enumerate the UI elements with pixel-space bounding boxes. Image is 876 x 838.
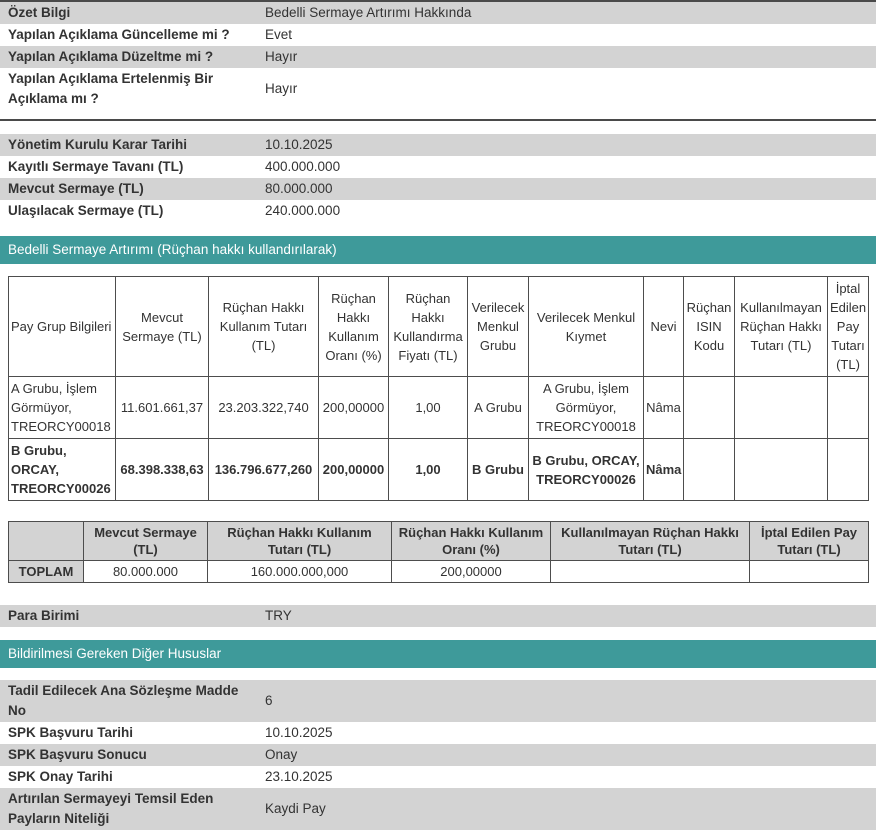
field-value: 80.000.000 [265, 181, 333, 196]
table-cell: 1,00 [389, 439, 468, 501]
field-value: 23.10.2025 [265, 769, 333, 784]
table-cell: 80.000.000 [84, 561, 208, 583]
section-divider [0, 119, 876, 121]
field-value: 400.000.000 [265, 159, 341, 174]
table-header-cell: Mevcut Sermaye (TL) [116, 277, 209, 377]
field-label: Mevcut Sermaye (TL) [8, 181, 144, 196]
field-label: Yapılan Açıklama Güncelleme mi ? [8, 27, 230, 42]
table-header-cell [9, 522, 84, 561]
field-row [0, 24, 876, 46]
section-banner-other-matters: Bildirilmesi Gereken Diğer Hususlar [0, 640, 876, 668]
field-value: Kaydi Pay [265, 801, 326, 816]
field-value: Bedelli Sermaye Artırımı Hakkında [265, 5, 472, 20]
table-cell [750, 561, 869, 583]
field-row [0, 68, 876, 110]
table-cell [735, 439, 828, 501]
table-header-cell: İptal Edilen Pay Tutarı (TL) [750, 522, 869, 561]
table-header-cell: Verilecek Menkul Grubu [468, 277, 529, 377]
table-header-row [9, 522, 869, 561]
table-cell: 200,00000 [319, 439, 389, 501]
table-row [9, 377, 869, 439]
table-cell: 200,00000 [319, 377, 389, 439]
table-cell: A Grubu, İşlem Görmüyor, TREORCY00018 [9, 377, 116, 439]
table-cell: B Grubu, ORCAY, TREORCY00026 [9, 439, 116, 501]
table-cell [684, 377, 735, 439]
field-value: Hayır [265, 49, 298, 64]
table-cell: 1,00 [389, 377, 468, 439]
field-value: TRY [265, 608, 292, 623]
field-row [0, 722, 876, 744]
table-row [9, 561, 869, 583]
table-header-cell: Rüçhan Hakkı Kullanım Tutarı (TL) [209, 277, 319, 377]
table-cell: A Grubu [468, 377, 529, 439]
field-label: Yapılan Açıklama Düzeltme mi ? [8, 49, 214, 64]
field-row [0, 766, 876, 788]
field-row [0, 744, 876, 766]
capital-section [0, 134, 876, 222]
table-header-cell: Rüçhan Hakkı Kullanım Oranı (%) [319, 277, 389, 377]
table-cell [551, 561, 750, 583]
table-header-cell: Verilecek Menkul Kıymet [529, 277, 644, 377]
field-row [0, 156, 876, 178]
field-value: Hayır [265, 81, 298, 96]
field-label: Ulaşılacak Sermaye (TL) [8, 203, 164, 218]
field-value: 10.10.2025 [265, 137, 333, 152]
table-header-cell: Rüçhan ISIN Kodu [684, 277, 735, 377]
section-banner-rights-issue: Bedelli Sermaye Artırımı (Rüçhan hakkı kullandırılarak) [0, 236, 876, 264]
field-value: 10.10.2025 [265, 725, 333, 740]
field-row [0, 46, 876, 68]
field-label: Artırılan Sermayeyi Temsil Eden Payların Niteliği [8, 791, 214, 826]
field-row [0, 2, 876, 24]
table-cell: B Grubu [468, 439, 529, 501]
table-cell [828, 439, 869, 501]
table-header-cell: Kullanılmayan Rüçhan Hakkı Tutarı (TL) [551, 522, 750, 561]
table-cell [828, 377, 869, 439]
field-label: Yönetim Kurulu Karar Tarihi [8, 137, 188, 152]
table-row [9, 439, 869, 501]
field-label: SPK Onay Tarihi [8, 769, 113, 784]
field-row [0, 134, 876, 156]
field-row [0, 788, 876, 830]
field-row [0, 680, 876, 722]
field-value: Evet [265, 27, 293, 42]
rights-table [8, 276, 869, 501]
field-label: Para Birimi [8, 608, 80, 623]
field-label: SPK Başvuru Tarihi [8, 725, 134, 740]
table-cell: 200,00000 [392, 561, 551, 583]
table-cell: Nâma [644, 377, 684, 439]
table-cell: 68.398.338,63 [116, 439, 209, 501]
other-matters-section [0, 680, 876, 830]
field-row [0, 200, 876, 222]
field-label: Kayıtlı Sermaye Tavanı (TL) [8, 159, 184, 174]
totals-table [8, 521, 869, 583]
table-cell: 23.203.322,740 [209, 377, 319, 439]
field-label: SPK Başvuru Sonucu [8, 747, 147, 762]
table-header-row [9, 277, 869, 377]
table-cell [735, 377, 828, 439]
totals-row-label: TOPLAM [9, 561, 84, 583]
table-header-cell: Pay Grup Bilgileri [9, 277, 116, 377]
summary-section [0, 2, 876, 110]
table-header-cell: Rüçhan Hakkı Kullanım Oranı (%) [392, 522, 551, 561]
field-value: 6 [265, 693, 273, 708]
field-value: 240.000.000 [265, 203, 341, 218]
field-value: Onay [265, 747, 298, 762]
field-row [0, 605, 876, 627]
table-header-cell: Rüçhan Hakkı Kullandırma Fiyatı (TL) [389, 277, 468, 377]
field-label: Tadil Edilecek Ana Sözleşme Madde No [8, 683, 239, 718]
table-cell: 11.601.661,37 [116, 377, 209, 439]
table-cell: B Grubu, ORCAY, TREORCY00026 [529, 439, 644, 501]
table-header-cell: İptal Edilen Pay Tutarı (TL) [828, 277, 869, 377]
table-cell: 136.796.677,260 [209, 439, 319, 501]
table-header-cell: Mevcut Sermaye (TL) [84, 522, 208, 561]
table-header-cell: Rüçhan Hakkı Kullanım Tutarı (TL) [208, 522, 392, 561]
table-header-cell: Kullanılmayan Rüçhan Hakkı Tutarı (TL) [735, 277, 828, 377]
table-cell: 160.000.000,000 [208, 561, 392, 583]
field-label: Özet Bilgi [8, 5, 71, 20]
table-header-cell: Nevi [644, 277, 684, 377]
table-cell: A Grubu, İşlem Görmüyor, TREORCY00018 [529, 377, 644, 439]
table-cell: Nâma [644, 439, 684, 501]
field-row [0, 178, 876, 200]
field-label: Yapılan Açıklama Ertelenmiş Bir Açıklama mı ? [8, 71, 214, 106]
table-cell [684, 439, 735, 501]
